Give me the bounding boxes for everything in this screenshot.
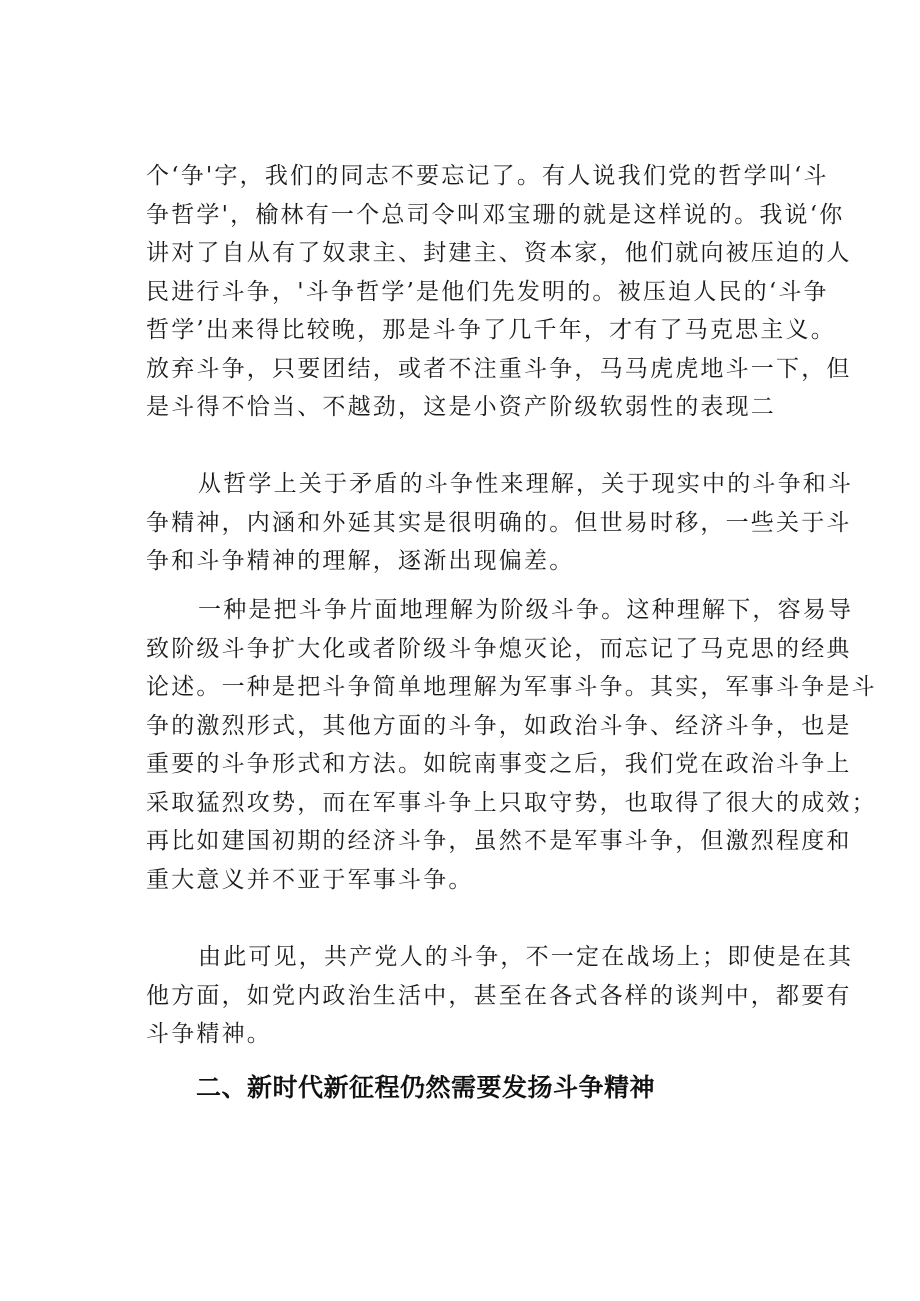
paragraph-line: 争哲学'，榆林有一个总司令叫邓宝珊的就是这样说的。我说‘你 xyxy=(146,201,845,228)
paragraph-line: 放弃斗争，只要团结，或者不注重斗争，马马虎虎地斗一下，但 xyxy=(146,355,852,382)
paragraph-line: 采取猛烈攻势，而在军事斗争上只取守势，也取得了很大的成效； xyxy=(146,789,877,816)
paragraph-line: 从哲学上关于矛盾的斗争性来理解，关于现实中的斗争和斗 xyxy=(198,471,854,497)
section-heading: 二、新时代新征程仍然需要发扬斗争精神 xyxy=(196,1073,656,1102)
paragraph-line: 争的激烈形式，其他方面的斗争，如政治斗争、经济斗争，也是 xyxy=(146,712,852,739)
paragraph-line: 争精神，内涵和外延其实是很明确的。但世易时移，一些关于斗 xyxy=(146,509,852,536)
paragraph-line: 是斗得不恰当、不越劲，这是小资产阶级软弱性的表现二 xyxy=(146,394,776,420)
paragraph-line: 重要的斗争形式和方法。如皖南事变之后，我们党在政治斗争上 xyxy=(146,751,852,777)
paragraph-line: 再比如建国初期的经济斗争，虽然不是军事斗争，但激烈程度和 xyxy=(146,828,852,854)
paragraph-line: 重大意义并不亚于军事斗争。 xyxy=(146,866,474,893)
paragraph-line: 致阶级斗争扩大化或者阶级斗争熄灭论，而忘记了马克思的经典 xyxy=(146,635,852,662)
paragraph-4 xyxy=(146,938,854,1054)
paragraph-1 xyxy=(146,157,852,427)
paragraph-line: 讲对了自从有了奴隶主、封建主、资本家，他们就向被压迫的人 xyxy=(146,240,852,266)
paragraph-line: 民进行斗争，'斗争哲学’是他们先发明的。被压迫人民的‘斗争 xyxy=(146,278,829,305)
paragraph-line: 争和斗争精神的理解，逐渐出现偏差。 xyxy=(146,548,575,574)
paragraph-line: 论述。一种是把斗争简单地理解为军事斗争。其实，军事斗争是斗 xyxy=(146,674,877,700)
paragraph-line: 一种是把斗争片面地理解为阶级斗争。这种理解下，容易导 xyxy=(198,597,854,623)
paragraph-line: 他方面，如党内政治生活中，甚至在各式各样的谈判中，都要有 xyxy=(146,982,852,1009)
paragraph-3 xyxy=(146,591,877,899)
paragraph-line: 哲学’出来得比较晚，那是斗争了几千年，才有了马克思主义。 xyxy=(146,317,836,343)
paragraph-2 xyxy=(146,465,854,581)
paragraph-line: 个‘争'字，我们的同志不要忘记了。有人说我们党的哲学叫‘斗 xyxy=(146,163,829,189)
paragraph-line: 由此可见，共产党人的斗争，不一定在战场上；即使是在其 xyxy=(198,944,854,970)
paragraph-line: 斗争精神。 xyxy=(146,1021,272,1047)
